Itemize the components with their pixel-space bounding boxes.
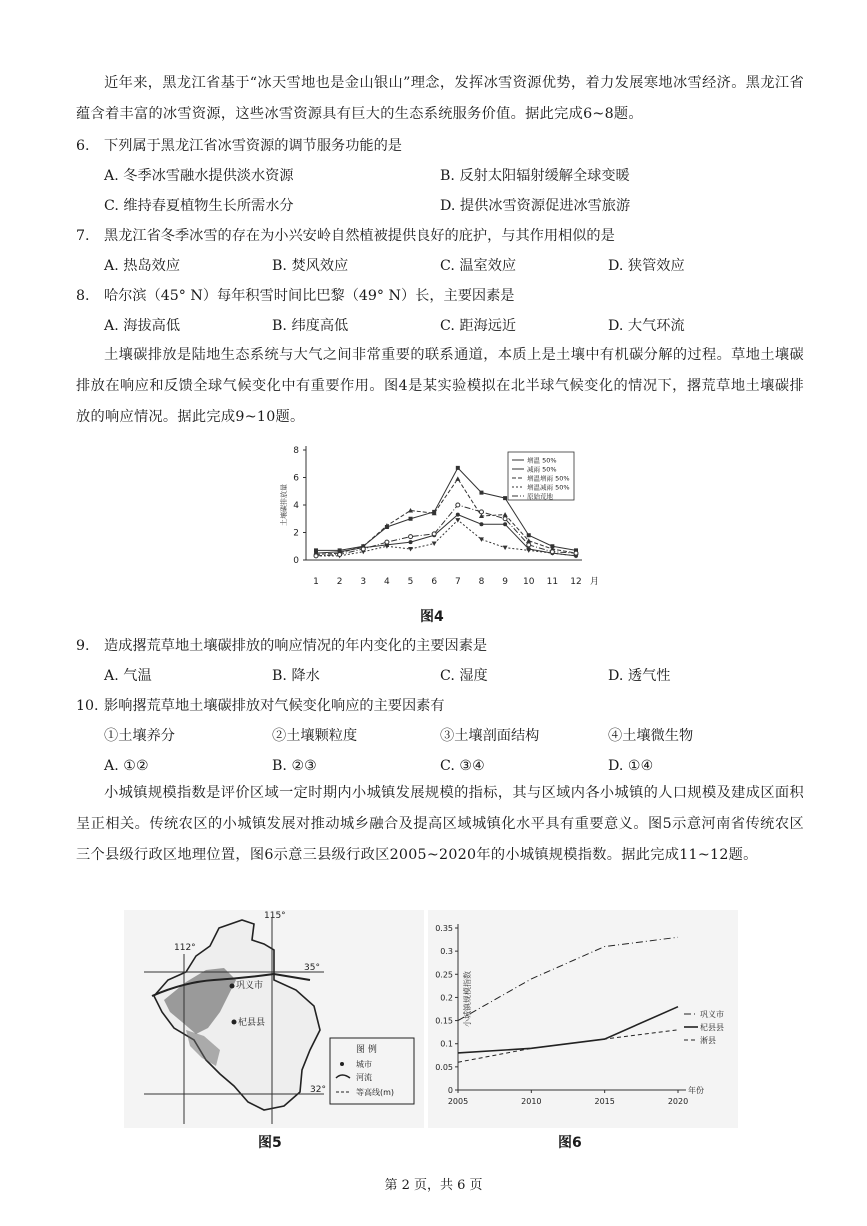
legend-city-symbol	[340, 1062, 344, 1066]
option-b[interactable]: B. 反射太阳辐射缓解全球变暖	[440, 168, 630, 184]
city-marker-qixian	[232, 1020, 237, 1025]
y-tick-label: 0.15	[435, 1016, 453, 1026]
option-b[interactable]: B. 焚风效应	[272, 258, 349, 274]
question-10	[76, 696, 445, 716]
passage-1-text: 近年来，黑龙江省基于“冰天雪地也是金山银山”理念，发挥冰雪资源优势，着力发展寒地冰雪经济。黑龙江省蕴含着丰富的冰雪资源，这些冰雪资源具有巨大的生态系统服务价值。据此完成6~8题。	[76, 75, 804, 122]
passage-1	[76, 68, 804, 130]
y-tick-label: 6	[293, 473, 299, 484]
x-tick-label: 2010	[521, 1097, 542, 1106]
passage-2-text: 土壤碳排放是陆地生态系统与大气之间非常重要的联系通道，本质上是土壤中有机碳分解的过程。草地土壤碳排放在响应和反馈全球气候变化中有重要作用。图4是某实验模拟在北半球气候变化的情况下，撂荒草地土壤碳排放的响应情况。据此完成9~10题。	[76, 347, 804, 425]
option-c[interactable]: C. 距海远近	[440, 318, 517, 334]
question-9	[76, 636, 487, 656]
y-tick-label: 2	[293, 528, 299, 539]
option-b[interactable]: B. 纬度高低	[272, 318, 349, 334]
option-b[interactable]: B. 降水	[272, 668, 320, 684]
data-point	[338, 553, 342, 557]
data-point	[503, 496, 507, 500]
data-point	[456, 466, 460, 470]
x-tick-label: 4	[384, 577, 390, 587]
passage-3	[76, 778, 804, 871]
data-point	[527, 543, 531, 547]
figure-4-caption: 图4	[420, 609, 444, 625]
question-stem: 哈尔滨（45° N）每年积雪时间比巴黎（49° N）长，主要因素是	[104, 288, 515, 304]
city-label-gongyi: 巩义市	[236, 981, 264, 991]
lon-label-112: 112°	[174, 943, 196, 953]
y-tick-label: 0.3	[440, 947, 453, 957]
question-number: 8.	[76, 288, 90, 304]
x-tick-label: 12	[570, 577, 582, 587]
x-tick-label: 8	[478, 577, 485, 587]
legend-entry: 增温 50%	[527, 456, 557, 465]
x-tick-label: 2	[336, 577, 343, 587]
figure-5-map	[124, 910, 424, 1128]
data-point	[503, 522, 507, 526]
map-legend-title: 图 例	[356, 1045, 377, 1055]
passage-2	[76, 340, 804, 433]
data-point	[385, 540, 389, 544]
option-d[interactable]: D. 提供冰雪资源促进冰雪旅游	[440, 198, 631, 214]
x-tick-label: 2005	[447, 1097, 469, 1106]
statement-4: ④土壤微生物	[608, 728, 694, 744]
series-line-2	[458, 1007, 678, 1053]
data-point	[479, 491, 483, 495]
y-tick-label: 0	[447, 1086, 453, 1095]
x-tick-label: 3	[360, 577, 367, 587]
data-point	[456, 503, 460, 507]
city-marker-gongyi	[230, 984, 235, 989]
question-number: 6.	[76, 138, 90, 154]
x-tick-label: 1	[313, 577, 319, 587]
x-tick-label: 6	[431, 577, 438, 587]
data-point	[409, 540, 413, 544]
figure-6-caption: 图6	[558, 1135, 582, 1151]
option-c[interactable]: C. 温室效应	[440, 258, 517, 274]
y-axis-label: 土壤碳排放量	[280, 484, 288, 526]
x-unit-label: 月	[590, 577, 600, 587]
passage-3-text: 小城镇规模指数是评价区域一定时期内小城镇发展规模的指标，其与区域内各小城镇的人口规模及建成区面积呈正相关。传统农区的小城镇发展对推动城乡融合及提高区域城镇化水平具有重要意义。图5示意河南省传统农区三个县级行政区地理位置，图6示意三县级行政区2005~2020年的小城镇规模指数。据此完成11~12题。	[76, 785, 804, 863]
y-tick-label: 0.05	[435, 1062, 453, 1072]
x-tick-label: 10	[523, 577, 535, 587]
option-d[interactable]: D. 大气环流	[608, 318, 685, 334]
x-tick-label: 9	[502, 577, 508, 587]
option-a[interactable]: A. 冬季冰雪融水提供淡水资源	[104, 168, 294, 184]
data-point	[455, 518, 460, 523]
data-point	[361, 547, 365, 551]
data-point	[409, 517, 413, 521]
legend-entry: 减雨 50%	[527, 465, 557, 474]
option-a[interactable]: A. ①②	[104, 758, 149, 774]
data-point	[432, 542, 437, 547]
statement-3: ③土壤剖面结构	[440, 728, 540, 744]
data-point	[409, 535, 413, 539]
y-tick-label: 0	[293, 556, 299, 566]
y-tick-label: 4	[293, 501, 299, 511]
question-number: 9.	[76, 638, 90, 654]
question-7	[76, 226, 615, 246]
question-stem: 黑龙江省冬季冰雪的存在为小兴安岭自然植被提供良好的庇护，与其作用相似的是	[104, 228, 615, 244]
question-6	[76, 136, 402, 156]
option-d[interactable]: D. 狭管效应	[608, 258, 685, 274]
x-unit-label: 年份	[688, 1086, 704, 1095]
legend-entry: 原始荒地	[527, 492, 553, 501]
data-point	[527, 533, 531, 537]
y-axis-label: 小城镇规模指数	[463, 971, 472, 1027]
option-a[interactable]: A. 气温	[104, 668, 152, 684]
x-tick-label: 7	[454, 577, 461, 587]
series-line-3	[458, 1030, 678, 1062]
x-tick-label: 2020	[667, 1097, 689, 1106]
y-tick-label: 0.2	[440, 993, 453, 1003]
figure-5-caption: 图5	[258, 1135, 282, 1151]
page-footer: 第 2 页，共 6 页	[384, 1178, 483, 1193]
data-point	[526, 548, 531, 553]
legend-river-label: 河流	[356, 1073, 372, 1082]
figure-4-chart	[276, 440, 606, 600]
data-point	[479, 510, 483, 514]
question-number: 10.	[76, 698, 99, 714]
legend-city-label: 城市	[356, 1060, 372, 1069]
data-point	[503, 517, 507, 521]
y-tick-label: 0.35	[435, 924, 453, 933]
y-tick-label: 0.25	[435, 970, 453, 980]
data-point	[503, 546, 508, 551]
option-d[interactable]: D. ①④	[608, 758, 654, 774]
statement-1: ①土壤养分	[104, 728, 175, 744]
city-label-qixian: 杞县县	[238, 1018, 266, 1028]
option-b[interactable]: B. ②③	[272, 758, 317, 774]
data-point	[432, 532, 436, 536]
question-stem: 造成撂荒草地土壤碳排放的响应情况的年内变化的主要因素是	[104, 638, 488, 654]
legend-entry: 增温减雨 50%	[527, 483, 570, 492]
question-stem: 影响撂荒草地土壤碳排放对气候变化响应的主要因素有	[104, 698, 445, 714]
data-point	[550, 550, 554, 554]
question-8	[76, 286, 514, 306]
x-tick-label: 2015	[594, 1097, 615, 1106]
legend-entry: 淅县	[700, 1036, 716, 1045]
series-line-1	[458, 937, 678, 1020]
series-line-2	[316, 515, 576, 556]
figure-6-chart	[428, 910, 738, 1128]
legend-entry: 增温增雨 50%	[527, 474, 570, 483]
data-point	[503, 512, 508, 517]
data-point	[456, 513, 460, 517]
data-point	[574, 551, 578, 555]
legend-contour-label: 等高线(m)	[356, 1088, 395, 1097]
statement-2: ②土壤颗粒度	[272, 728, 358, 744]
data-point	[455, 476, 460, 481]
legend-entry: 杞县县	[700, 1023, 724, 1032]
question-stem: 下列属于黑龙江省冰雪资源的调节服务功能的是	[104, 138, 402, 154]
option-c[interactable]: C. ③④	[440, 758, 485, 774]
option-c[interactable]: C. 湿度	[440, 668, 488, 684]
option-a[interactable]: A. 海拔高低	[104, 318, 181, 334]
option-a[interactable]: A. 热岛效应	[104, 258, 181, 274]
x-tick-label: 11	[546, 577, 559, 587]
question-number: 7.	[76, 228, 90, 244]
lat-label-32: 32°	[310, 1085, 326, 1095]
option-d[interactable]: D. 透气性	[608, 668, 671, 684]
option-c[interactable]: C. 维持春夏植物生长所需水分	[104, 198, 294, 214]
x-tick-label: 5	[407, 577, 414, 587]
data-point	[314, 554, 318, 558]
data-point	[479, 522, 483, 526]
lon-label-115: 115°	[264, 911, 286, 921]
legend-entry: 巩义市	[700, 1010, 724, 1019]
y-tick-label: 8	[293, 446, 299, 456]
y-tick-label: 0.1	[440, 1039, 453, 1049]
lat-label-35: 35°	[304, 963, 320, 973]
